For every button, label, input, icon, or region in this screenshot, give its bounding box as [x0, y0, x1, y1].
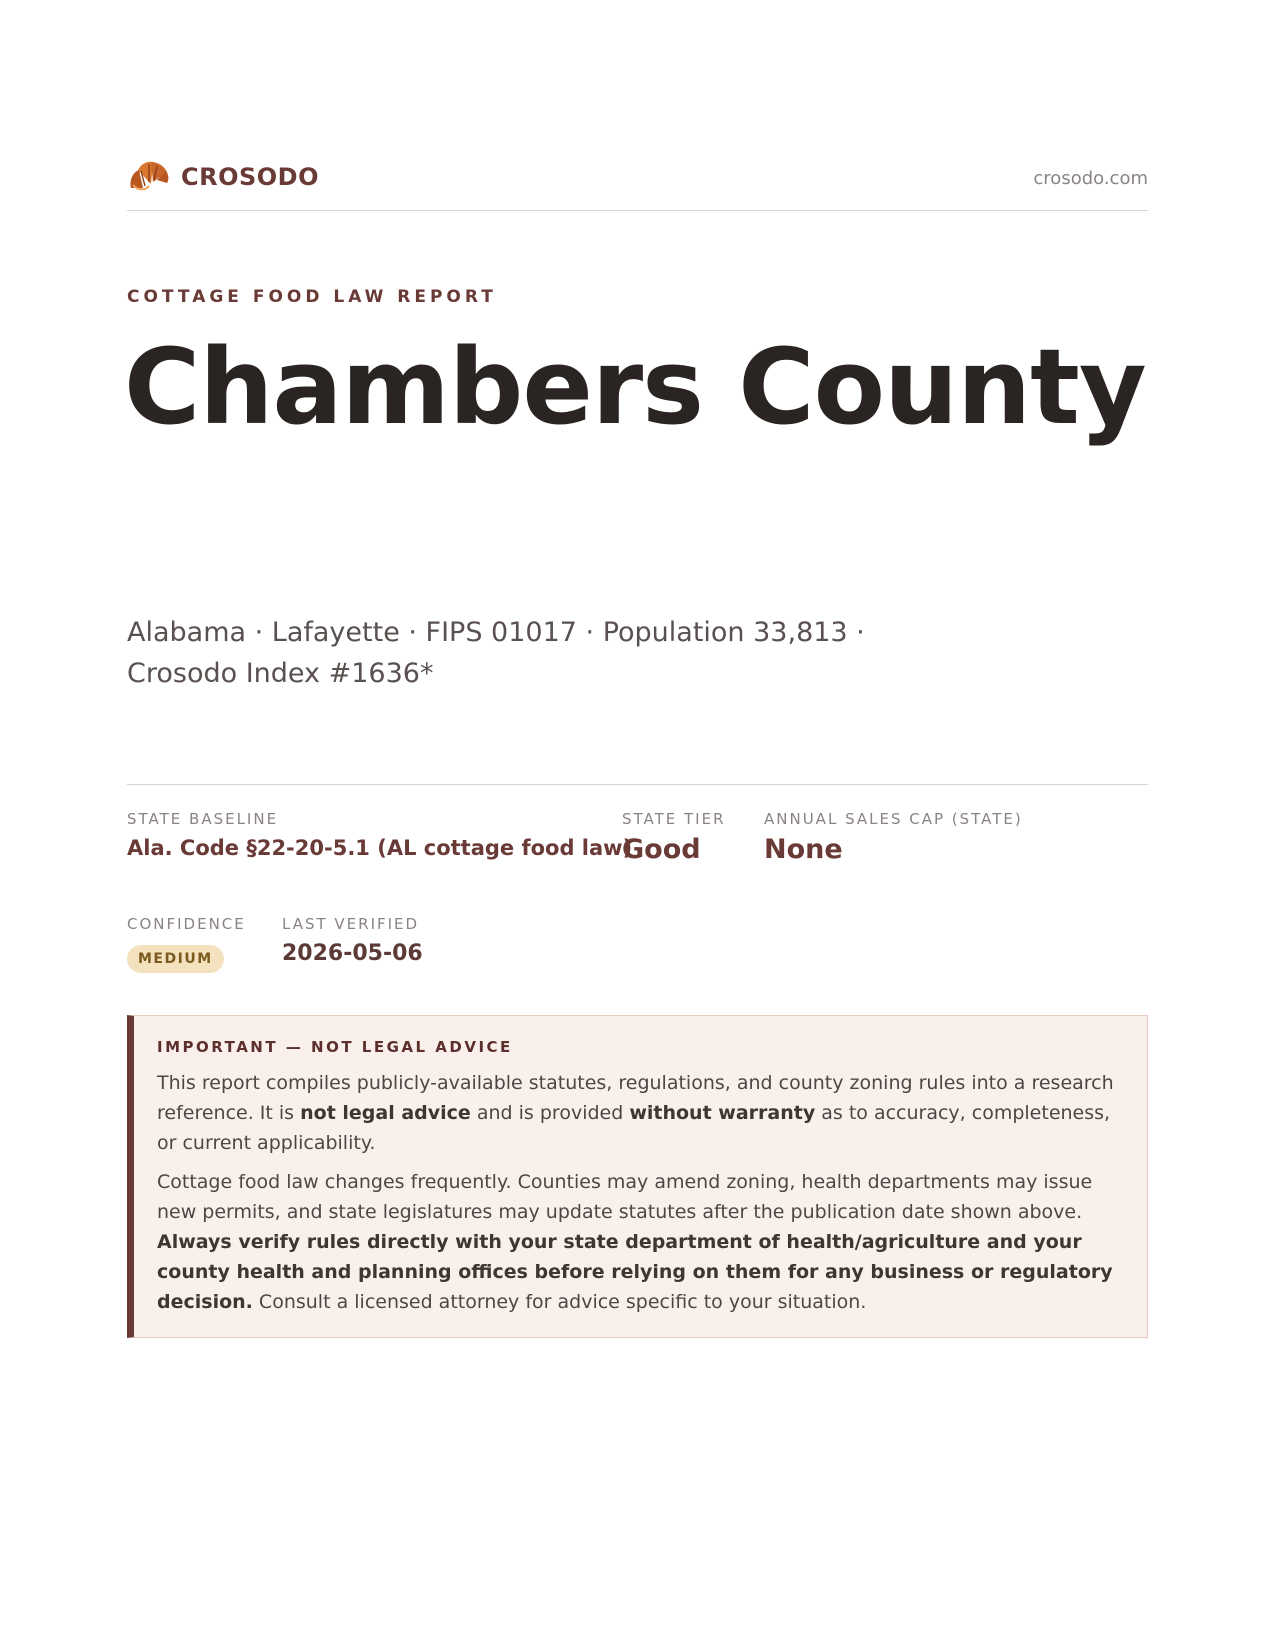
- annual-sales-cap-label: ANNUAL SALES CAP (STATE): [764, 810, 1023, 828]
- brand[interactable]: [127, 158, 319, 196]
- disclaimer-paragraph-2: [157, 1167, 1123, 1317]
- page-title: Chambers County: [124, 326, 1146, 448]
- state-baseline-field: [127, 810, 632, 860]
- section-divider: [127, 784, 1148, 785]
- state-baseline-value: Ala. Code §22-20-5.1 (AL cottage food law): [127, 836, 633, 860]
- confidence-label: CONFIDENCE: [127, 915, 246, 933]
- last-verified-label: LAST VERIFIED: [282, 915, 420, 933]
- disclaimer-text: Consult a licensed attorney for advice specific to your situation.: [252, 1291, 867, 1313]
- state-baseline-label: STATE BASELINE: [127, 810, 279, 828]
- annual-sales-cap-field: [764, 810, 1023, 865]
- disclaimer-emphasis: without warranty: [629, 1102, 816, 1124]
- disclaimer-emphasis: not legal advice: [300, 1102, 471, 1124]
- last-verified-value: 2026-05-06: [282, 941, 423, 966]
- page-header: [127, 158, 1148, 211]
- state-tier-label: STATE TIER: [622, 810, 726, 828]
- disclaimer-emphasis: Always verify rules directly with your state department of health/agriculture and your county health and planning offices before relying on them for any business or regulatory decision.: [157, 1231, 1113, 1313]
- last-verified-field: [282, 915, 423, 966]
- state-tier-value: Good: [622, 834, 701, 865]
- croissant-icon: [127, 158, 171, 196]
- county-subtitle: Alabama · Lafayette · FIPS 01017 · Population 33,813 · Crosodo Index #1636*: [127, 617, 865, 689]
- disclaimer-heading: IMPORTANT — NOT LEGAL ADVICE: [157, 1038, 513, 1056]
- disclaimer-text: Cottage food law changes frequently. Counties may amend zoning, health departments may issue new permits, and state legislatures may update statutes after the publication date shown above.: [157, 1171, 1093, 1223]
- brand-name: CROSODO: [181, 163, 320, 191]
- disclaimer-text: This report compiles publicly-available statutes, regulations, and county zoning rules into a research reference. It is: [157, 1072, 1114, 1124]
- report-page: [124, 0, 1148, 1650]
- disclaimer-text: and is provided: [470, 1102, 630, 1124]
- confidence-field: [127, 915, 246, 973]
- site-url-link[interactable]: crosodo.com: [1033, 168, 1148, 189]
- disclaimer-text: as to accuracy, completeness, or current applicability.: [157, 1102, 1111, 1154]
- disclaimer-paragraph-1: [157, 1068, 1123, 1158]
- annual-sales-cap-value: None: [764, 834, 843, 865]
- legal-disclaimer-callout: [127, 1015, 1148, 1338]
- confidence-badge: MEDIUM: [127, 945, 224, 973]
- state-tier-field: [622, 810, 726, 865]
- report-type-eyebrow: COTTAGE FOOD LAW REPORT: [127, 287, 497, 307]
